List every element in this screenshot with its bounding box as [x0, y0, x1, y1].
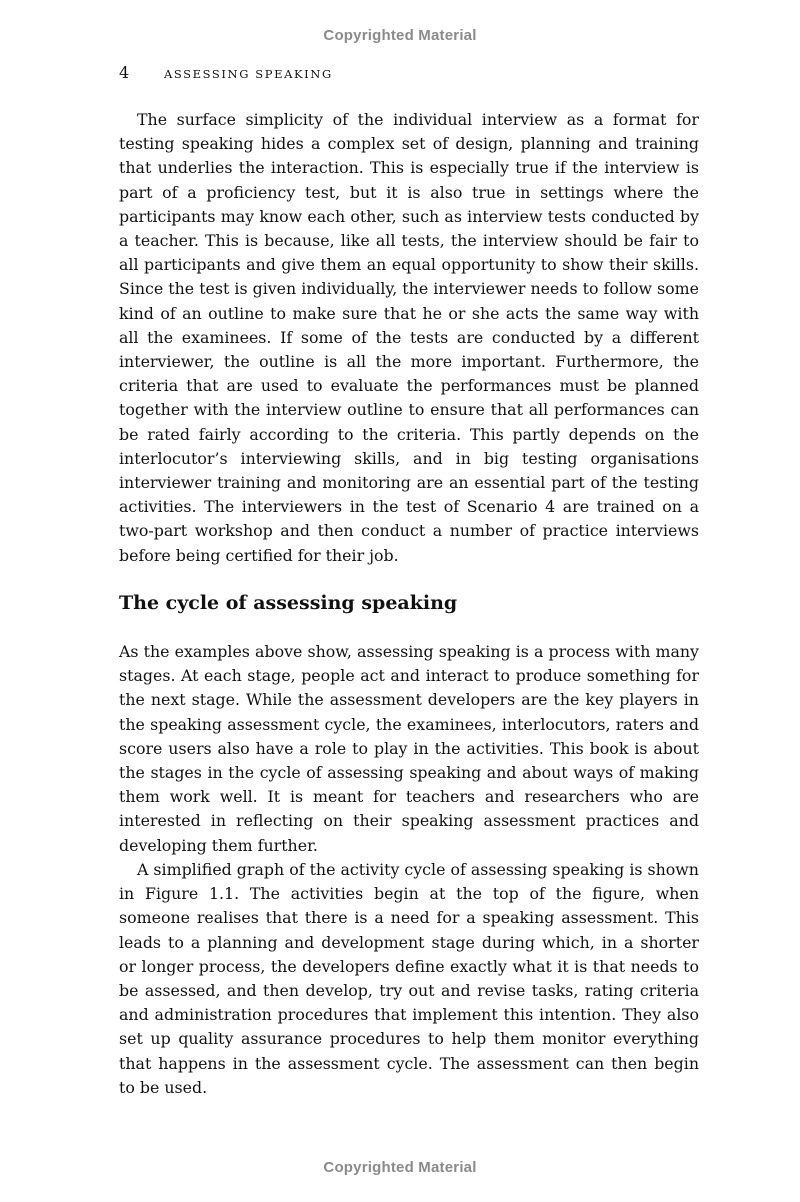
paragraph: The surface simplicity of the individual interview as a format for testing speaking hides a complex set of design, planning and training that underlies the interaction. This is especially true if the interview is part of a proficiency test, but it is also true in settings where the participants may know each other, such as interview tests conducted by a teacher. This is because, like all tests, the interview should be fair to all participants and give them an equal opportunity to show their skills. Since the test is given individually, the interviewer needs to follow some kind of an outline to make sure that he or she acts the same way with all the examinees. If some of the tests are conducted by a different interviewer, the outline is all the more important. Furthermore, the criteria that are used to evaluate the performances must be planned together with the interview outline to ensure that all performances can be rated fairly according to the criteria. This partly depends on the interlocutor’s interviewing skills, and in big testing organisations interviewer training and monitoring are an essential part of the testing activities. The interviewers in the test of Scenario 4 are trained on a two-part workshop and then conduct a number of practice interviews before being certified for their job. — [119, 110, 699, 565]
running-head-title: ASSESSING SPEAKING — [164, 67, 333, 81]
running-head — [119, 64, 699, 84]
paragraph: As the examples above show, assessing speaking is a process with many stages. At each stage, people act and interact to produce something for the next stage. While the assessment developers are the key players in the speaking assessment cycle, the examinees, interlocutors, raters and score users also have a role to play in the activities. This book is about the stages in the cycle of assessing speaking and about ways of making them work well. It is meant for teachers and researchers who are interested in reflecting on their speaking assessment practices and developing them further. — [119, 642, 699, 855]
body-text-block-1 — [119, 108, 699, 568]
page-number: 4 — [119, 63, 130, 82]
paragraph: A simplified graph of the activity cycle of assessing speaking is shown in Figure 1.1. The activities begin at the top of the figure, when someone realises that there is a need for a speaking assessment. This leads to a planning and development stage during which, in a shorter or longer process, the developers define exactly what it is that needs to be assessed, and then develop, try out and revise tasks, rating criteria and administration procedures that implement this intention. They also set up quality assurance procedures to help them monitor everything that happens in the assessment cycle. The assessment can then begin to be used. — [119, 860, 699, 1097]
section-heading: The cycle of assessing speaking — [119, 592, 458, 614]
body-text-block-3 — [119, 858, 699, 1100]
body-text-block-2 — [119, 640, 699, 858]
copyright-watermark-bottom: Copyrighted Material — [323, 1159, 477, 1176]
copyright-watermark-top: Copyrighted Material — [323, 27, 477, 44]
